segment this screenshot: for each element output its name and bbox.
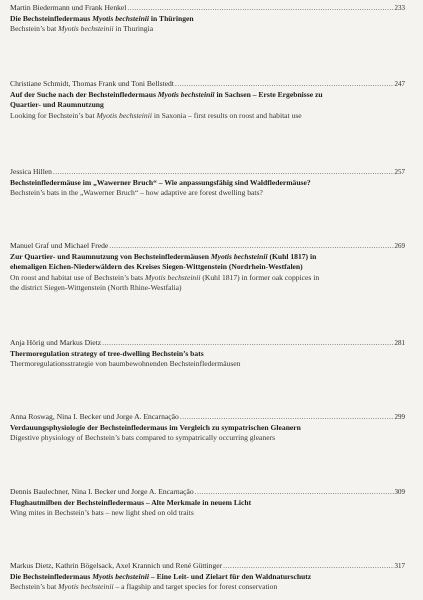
entry-title bbox=[10, 14, 405, 25]
author-line bbox=[10, 412, 405, 423]
author-line bbox=[10, 241, 405, 252]
page-number: 299 bbox=[394, 413, 405, 421]
author-line bbox=[10, 3, 405, 14]
entry-subtitle bbox=[10, 24, 405, 35]
dot-leader bbox=[127, 3, 393, 14]
entry-title bbox=[10, 572, 405, 583]
entry-authors: Anja Hörig und Markus Dietz bbox=[10, 338, 102, 347]
subtitle-text: Bechstein’s bat bbox=[10, 582, 59, 592]
dot-leader bbox=[180, 412, 394, 423]
title-text: Die Bechsteinfledermaus bbox=[10, 571, 93, 581]
entry-authors: Manuel Graf und Michael Frede bbox=[10, 241, 109, 250]
dot-leader bbox=[195, 487, 394, 498]
subtitle-text-end: (Kuhl 1817) in former oak coppices in bbox=[200, 272, 320, 282]
dot-leader bbox=[53, 167, 394, 178]
entry-authors: Anna Roswag, Nina I. Becker und Jorge A. Encarnação bbox=[10, 412, 179, 421]
entry-authors: Christiane Schmidt, Thomas Frank und Toni Bellstedt bbox=[10, 79, 174, 88]
entry-subtitle: Bechstein’s bats in the „Wawerner Bruch“ – how adaptive are forest dwelling bats? bbox=[10, 188, 263, 198]
entry-subtitle: Wing mites in Bechstein’s bats – new light shed on old traits bbox=[10, 508, 194, 518]
subtitle-species: Myotis bechsteinii bbox=[144, 272, 201, 282]
page-number: 247 bbox=[394, 80, 405, 88]
author-line bbox=[10, 79, 405, 90]
entry-title: Thermoregulation strategy of tree-dwelling Bechstein’s bats bbox=[10, 348, 204, 358]
entry-title: Bechsteinfledermäuse im „Wawerner Bruch“ – Wie anpassungsfähig sind Waldfledermäuse? bbox=[10, 177, 311, 187]
toc-entry bbox=[10, 241, 405, 294]
page-number: 269 bbox=[394, 242, 405, 250]
entry-subtitle-cont: the district Siegen-Wittgenstein (North Rhine-Westfalia) bbox=[10, 283, 182, 293]
title-species: Myotis bechsteinii bbox=[92, 13, 150, 23]
title-text-end: in Sachsen – Erste Ergebnisse zu bbox=[214, 89, 323, 99]
entry-subtitle bbox=[10, 582, 405, 593]
toc-entry bbox=[10, 79, 405, 121]
page-number: 233 bbox=[394, 4, 405, 12]
title-species: Myotis bechsteinii bbox=[92, 571, 150, 581]
page-number: 317 bbox=[394, 562, 405, 570]
author-line bbox=[10, 561, 405, 572]
toc-entry bbox=[10, 338, 405, 370]
entry-title bbox=[10, 252, 405, 263]
page-number: 257 bbox=[394, 168, 405, 176]
author-line bbox=[10, 167, 405, 178]
subtitle-species: Myotis bechsteinii bbox=[96, 110, 152, 120]
title-text-end: – Eine Leit- und Zielart für den Waldnaturschutz bbox=[149, 571, 312, 581]
entry-title: Verdauungsphysiologie der Bechsteinfledermaus im Vergleich zu sympatrischen Gleanern bbox=[10, 422, 301, 432]
entry-subtitle bbox=[10, 111, 405, 122]
subtitle-text: On roost and habitat use of Bechstein’s bats bbox=[10, 272, 145, 282]
entry-authors: Markus Dietz, Kathrin Bögelsack, Axel Krannich und René Güttinger bbox=[10, 561, 223, 570]
title-text: Zur Quartier- und Raumnutzung von Bechsteinfledermäusen bbox=[10, 251, 211, 261]
toc-entry bbox=[10, 167, 405, 199]
subtitle-species: Myotis bechsteinii bbox=[58, 582, 114, 592]
title-species: Myotis bechsteinii bbox=[157, 89, 215, 99]
title-text-end: in Thüringen bbox=[149, 13, 194, 23]
dot-leader bbox=[109, 241, 393, 252]
dot-leader bbox=[223, 561, 393, 572]
toc-entry bbox=[10, 3, 405, 35]
author-line bbox=[10, 338, 405, 349]
entry-title bbox=[10, 90, 405, 101]
toc-entry bbox=[10, 487, 405, 519]
title-text: Auf der Suche nach der Bechsteinfledermaus bbox=[10, 89, 158, 99]
subtitle-text-end: – a flagship and target species for forest conservation bbox=[113, 582, 278, 592]
entry-subtitle: Digestive physiology of Bechstein’s bats compared to sympatrically occurring gleaners bbox=[10, 433, 276, 443]
entry-title: Flughautmilben der Bechsteinfledermaus – Alte Merkmale in neuem Licht bbox=[10, 497, 252, 507]
entry-authors: Martin Biedermann und Frank Henkel bbox=[10, 3, 127, 12]
subtitle-text-end: in Thuringia bbox=[113, 24, 154, 34]
subtitle-species: Myotis bechsteinii bbox=[58, 24, 114, 34]
entry-subtitle: Thermoregulationsstrategie von baumbewohnenden Bechsteinfledermäusen bbox=[10, 359, 241, 369]
entry-authors: Jessica Hillen bbox=[10, 167, 52, 176]
page-number: 309 bbox=[394, 488, 405, 496]
subtitle-text-end: in Saxonia – first results on roost and habitat use bbox=[151, 110, 302, 120]
toc-entry bbox=[10, 412, 405, 444]
page-number: 281 bbox=[394, 339, 405, 347]
subtitle-text: Bechstein’s bat bbox=[10, 24, 59, 34]
dot-leader bbox=[102, 338, 393, 349]
subtitle-text: Looking for Bechstein’s bat bbox=[10, 110, 97, 120]
entry-title-cont: Quartier- und Raumnutzung bbox=[10, 100, 104, 110]
author-line bbox=[10, 487, 405, 498]
title-text: Die Bechsteinfledermaus bbox=[10, 13, 93, 23]
dot-leader bbox=[175, 79, 394, 90]
entry-authors: Dennis Baulechner, Nina I. Becker und Jorge A. Encarnação bbox=[10, 487, 194, 496]
toc-entry bbox=[10, 561, 405, 593]
entry-title-cont: ehemaligen Eichen-Niederwäldern des Kreises Siegen-Wittgenstein (Nordrhein-Westfalen) bbox=[10, 262, 303, 272]
title-species: Myotis bechsteinii bbox=[210, 251, 268, 261]
title-text-end: (Kuhl 1817) in bbox=[267, 251, 317, 261]
entry-subtitle bbox=[10, 273, 405, 284]
